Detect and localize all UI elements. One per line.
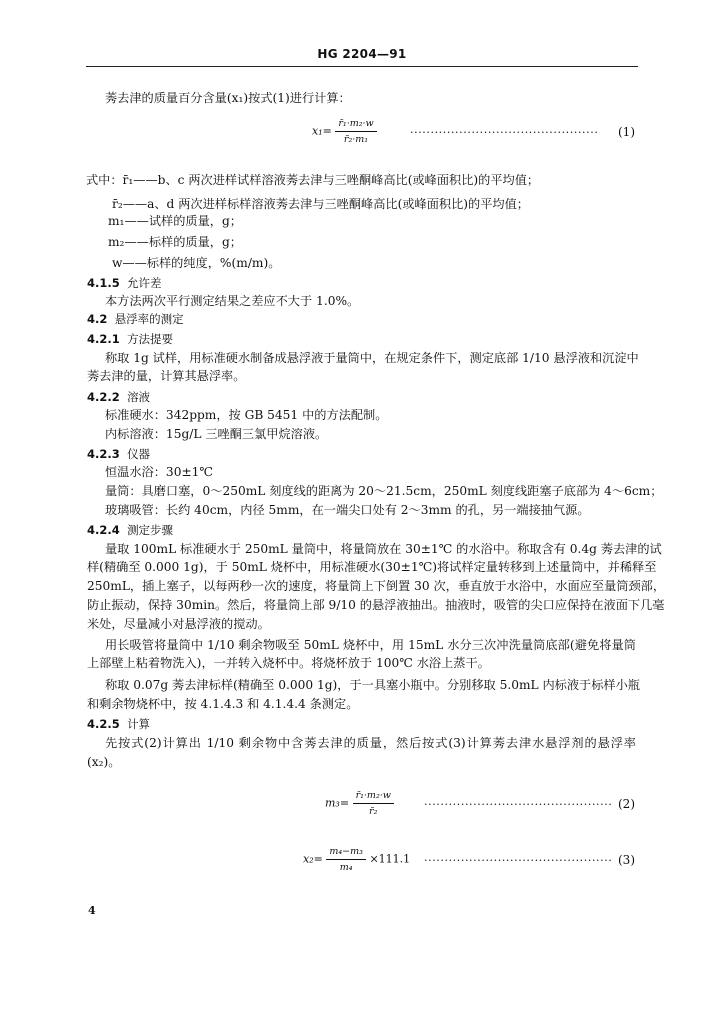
where-line-1: 式中：r̄₁——b、c 两次进样试样溶液莠去津与三唑酮峰高比(或峰面积比)的平均值；: [86, 173, 540, 187]
where-line-3: m₁——试样的质量，g；: [108, 214, 242, 228]
section-4-2-3-line-2: 量筒：具磨口塞，0～250mL 刻度线的距离为 20～21.5cm，250mL 刻度线距塞子底部为 4～6cm；: [105, 484, 663, 498]
formula-1-number: (1): [618, 125, 635, 139]
formula-1-fraction: [335, 118, 376, 145]
section-4-2-1-line-1: 称取 1g 试样，用标准硬水制备成悬浮液于量筒中，在规定条件下，测定底部 1/10 悬浮液和沉淀中: [105, 351, 639, 365]
standard-code-header: HG 2204—91: [317, 47, 407, 61]
header-rule: [86, 66, 638, 67]
section-4-2-5-heading: [87, 716, 150, 732]
section-4-2-5-line-2: (x₂)。: [87, 755, 121, 769]
section-number: 4.2: [87, 312, 108, 326]
page-number: 4: [88, 904, 96, 917]
formula-2: [325, 790, 394, 817]
section-title: 测定步骤: [127, 523, 174, 537]
formula-3: [303, 846, 410, 873]
section-4-2-4-p2-line-2: 上部壁上粘着物洗入)，一并转入烧杯中。将烧杯放于 100℃ 水浴上蒸干。: [87, 656, 490, 670]
section-4-2-4-p1-line-4: 防止振动，保持 30min。然后，将量筒上部 9/10 的悬浮液抽出。抽液时，吸管的尖口应保持在液面下几毫: [87, 598, 665, 612]
formula-3-number: (3): [618, 853, 635, 867]
section-number: 4.2.3: [87, 447, 120, 461]
section-title: 允许差: [127, 276, 162, 290]
formula-2-fraction: [353, 790, 394, 817]
section-4-2-2-line-2: 内标溶液：15g/L 三唑酮三氯甲烷溶液。: [105, 427, 328, 441]
formula-3-leader: ··············································: [424, 854, 613, 867]
formula-1-denominator: r̄₂·m₁: [343, 134, 369, 145]
section-number: 4.2.1: [87, 332, 120, 346]
section-number: 4.2.4: [87, 523, 120, 537]
section-4-1-5-text: 本方法两次平行测定结果之差应不大于 1.0%。: [105, 294, 360, 308]
section-4-2-2-line-1: 标准硬水：342ppm，按 GB 5451 中的方法配制。: [105, 408, 388, 422]
section-4-1-5-heading: [87, 275, 162, 291]
section-title: 计算: [127, 717, 151, 731]
section-title: 悬浮率的测定: [114, 312, 184, 326]
section-title: 方法提要: [127, 332, 174, 346]
formula-2-number: (2): [618, 797, 635, 811]
section-4-2-3-line-1: 恒温水浴：30±1℃: [105, 465, 214, 479]
section-4-2-1-heading: [87, 331, 173, 347]
section-title: 溶液: [127, 390, 151, 404]
section-4-2-2-heading: [87, 389, 150, 405]
section-4-2-4-p1-line-3: 250mL，插上塞子，以每两秒一次的速度，将量筒上下倒置 30 次，垂直放于水浴中，水面应至量筒颈部，: [87, 579, 666, 593]
formula-2-numerator: r̄₁·m₂·w: [353, 790, 394, 804]
section-4-2-3-line-3: 玻璃吸管：长约 40cm，内径 5mm，在一端尖口处有 2～3mm 的孔，另一端接抽气源。: [105, 503, 590, 517]
formula-3-denominator: m₄: [339, 862, 353, 873]
section-number: 4.1.5: [87, 276, 120, 290]
formula-3-rhs: ×111.1: [369, 852, 411, 866]
section-4-2-5-line-1: 先按式(2)计算出 1/10 剩余物中含莠去津的质量，然后按式(3)计算莠去津水悬浮剂的悬浮率: [105, 736, 636, 750]
section-title: 仪器: [127, 447, 151, 461]
section-4-2-4-heading: [87, 522, 173, 538]
formula-3-fraction: [326, 846, 366, 873]
section-4-2-4-p1-line-5: 米处，尽量减小对悬浮液的搅动。: [87, 617, 270, 631]
formula-1-lhs: x₁=: [312, 124, 332, 138]
formula-3-numerator: m₄−m₃: [326, 846, 366, 860]
where-line-4: m₂——标样的质量，g；: [108, 235, 242, 249]
formula-1-numerator: r̄₁·m₂·w: [335, 118, 376, 132]
formula-2-lhs: m₃=: [325, 796, 350, 810]
formula-2-denominator: r̄₂: [369, 806, 378, 817]
formula-2-leader: ··············································: [424, 798, 613, 811]
section-4-2-4-p3-line-2: 和剩余物烧杯中，按 4.1.4.3 和 4.1.4.4 条测定。: [87, 697, 359, 711]
section-4-2-4-p1-line-2: 样(精确至 0.000 1g)，于 50mL 烧杯中，用标准硬水(30±1℃)将试样定量转移到上述量筒中，并稀释至: [87, 560, 657, 574]
formula-3-lhs: x₂=: [303, 852, 323, 866]
formula-1-leader: ··············································: [410, 126, 599, 139]
formula-1: [312, 118, 377, 145]
section-4-2-heading: [87, 311, 184, 327]
section-4-2-1-line-2: 莠去津的量，计算其悬浮率。: [87, 369, 246, 383]
section-4-2-4-p3-line-1: 称取 0.07g 莠去津标样(精确至 0.000 1g)，于一具塞小瓶中。分别移取 5.0mL 内标液于标样小瓶: [105, 678, 640, 692]
section-4-2-4-p2-line-1: 用长吸管将量筒中 1/10 剩余物吸至 50mL 烧杯中，用 15mL 水分三次冲洗量筒底部(避免将量筒: [105, 638, 636, 652]
section-4-2-4-p1-line-1: 量取 100mL 标准硬水于 250mL 量筒中，将量筒放在 30±1℃ 的水浴中。称取含有 0.4g 莠去津的试: [105, 542, 662, 556]
where-line-5: w——标样的纯度，%(m/m)。: [112, 256, 281, 270]
section-4-2-3-heading: [87, 446, 150, 462]
section-number: 4.2.5: [87, 717, 120, 731]
section-number: 4.2.2: [87, 390, 120, 404]
intro-text: 莠去津的质量百分含量(x₁)按式(1)进行计算：: [105, 91, 351, 105]
where-line-2: r̄₂——a、d 两次进样标样溶液莠去津与三唑酮峰高比(或峰面积比)的平均值；: [112, 197, 529, 211]
